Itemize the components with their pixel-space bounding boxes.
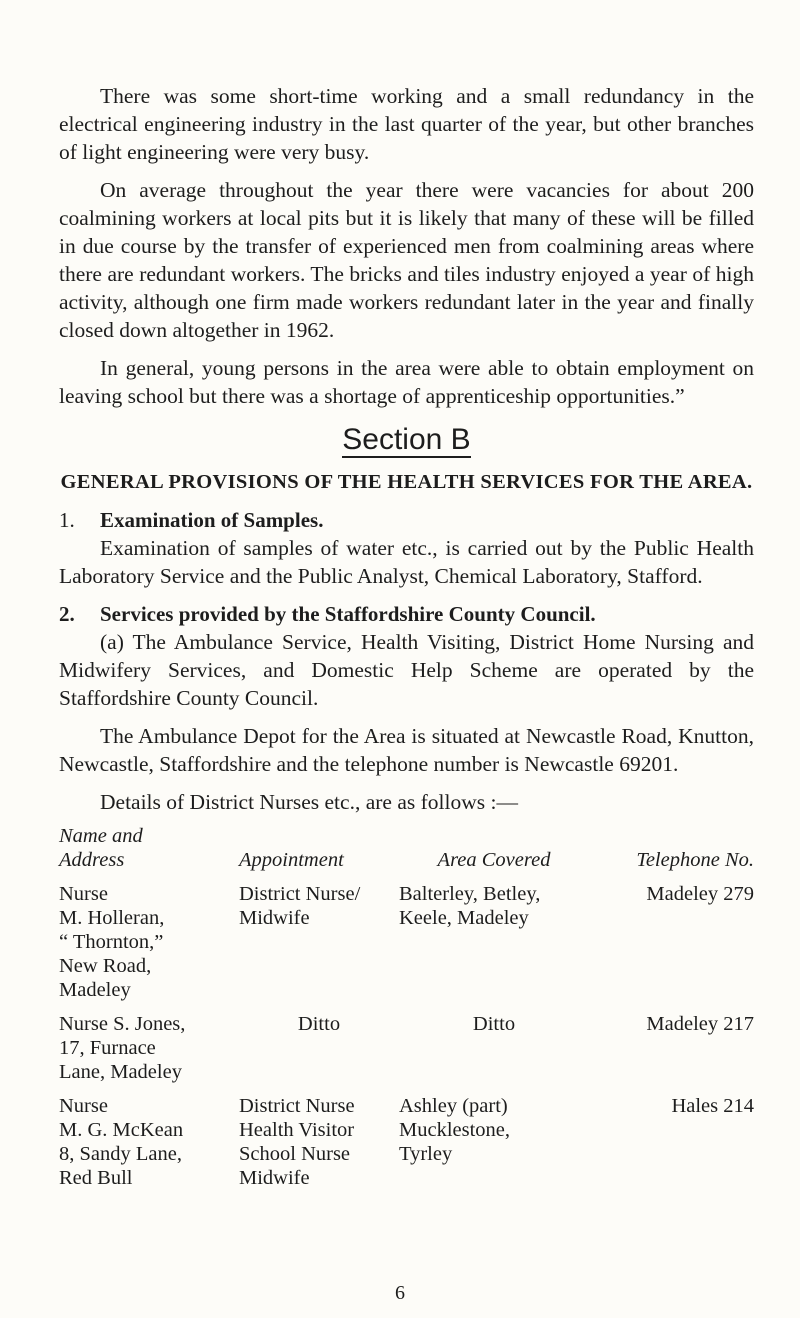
section-title: Section B <box>342 423 471 456</box>
table-row <box>59 1094 754 1200</box>
item2-text-c: Details of District Nurses etc., are as follows :— <box>100 790 518 814</box>
cell-area: Ashley (part) Mucklestone, Tyrley <box>399 1095 511 1165</box>
table-row <box>59 1012 754 1094</box>
cell-appointment: Ditto <box>297 1013 341 1035</box>
cell-appointment: District Nurse/ Midwife <box>239 883 361 929</box>
header-name-address: Name and Address <box>59 825 143 871</box>
cell-telephone: Hales 214 <box>671 1095 754 1117</box>
item1-title: Examination of Samples. <box>100 508 324 532</box>
item1-text: Examination of samples of water etc., is carried out by the Public Health Laboratory Service and the Public Analyst, Chemical Laboratory, Stafford. <box>59 536 754 588</box>
paragraph-redundancy: There was some short-time working and a small redundancy in the electrical engineering industry in the last quarter of the year, but other branches of light engineering were very busy. <box>59 84 754 164</box>
item2-text-a: (a) The Ambulance Service, Health Visiting, District Home Nursing and Midwifery Services, and Domestic Help Scheme are operated by the Staffordshire County Council. <box>59 630 754 710</box>
item1-number: 1. <box>59 508 75 532</box>
table-header-row <box>59 824 754 882</box>
cell-area: Balterley, Betley, Keele, Madeley <box>399 883 541 929</box>
cell-name: Nurse M. G. McKean 8, Sandy Lane, Red Bull <box>59 1095 184 1189</box>
general-provisions-heading: GENERAL PROVISIONS OF THE HEALTH SERVICES FOR THE AREA. <box>60 471 753 493</box>
paragraph-coalmining: On average throughout the year there were vacancies for about 200 coalmining workers at local pits but it is likely that many of these will be filled in due course by the transfer of experienced men from coalmining areas where there are redundant workers. The bricks and tiles industry enjoyed a year of high activity, although one firm made workers redundant later in the year and finally closed down altogether in 1962. <box>59 178 754 342</box>
cell-appointment: District Nurse Health Visitor School Nurse Midwife <box>239 1095 355 1189</box>
header-area: Area Covered <box>437 849 551 871</box>
cell-telephone: Madeley 279 <box>646 883 754 905</box>
item2-heading <box>59 600 754 628</box>
cell-name: Nurse M. Holleran, “ Thornton,” New Road, Madeley <box>59 883 165 1001</box>
header-appointment: Appointment <box>239 849 344 871</box>
cell-name: Nurse S. Jones, 17, Furnace Lane, Madeley <box>59 1013 186 1083</box>
paragraph-young-persons: In general, young persons in the area were able to obtain employment on leaving school but there was a shortage of apprenticeship opportunities.” <box>59 356 754 408</box>
item2-title: Services provided by the Staffordshire County Council. <box>100 602 596 626</box>
district-nurses-table <box>59 824 754 1200</box>
page-number: 6 <box>395 1282 405 1304</box>
item2-text-b: The Ambulance Depot for the Area is situated at Newcastle Road, Knutton, Newcastle, Staffordshire and the telephone number is Newcastle 69201. <box>59 724 754 776</box>
table-row <box>59 882 754 1012</box>
cell-area: Ditto <box>472 1013 516 1035</box>
header-telephone: Telephone No. <box>636 849 754 871</box>
cell-telephone: Madeley 217 <box>646 1013 754 1035</box>
page-content <box>59 82 754 1200</box>
item2-number: 2. <box>59 602 75 626</box>
item1-heading <box>59 506 754 534</box>
